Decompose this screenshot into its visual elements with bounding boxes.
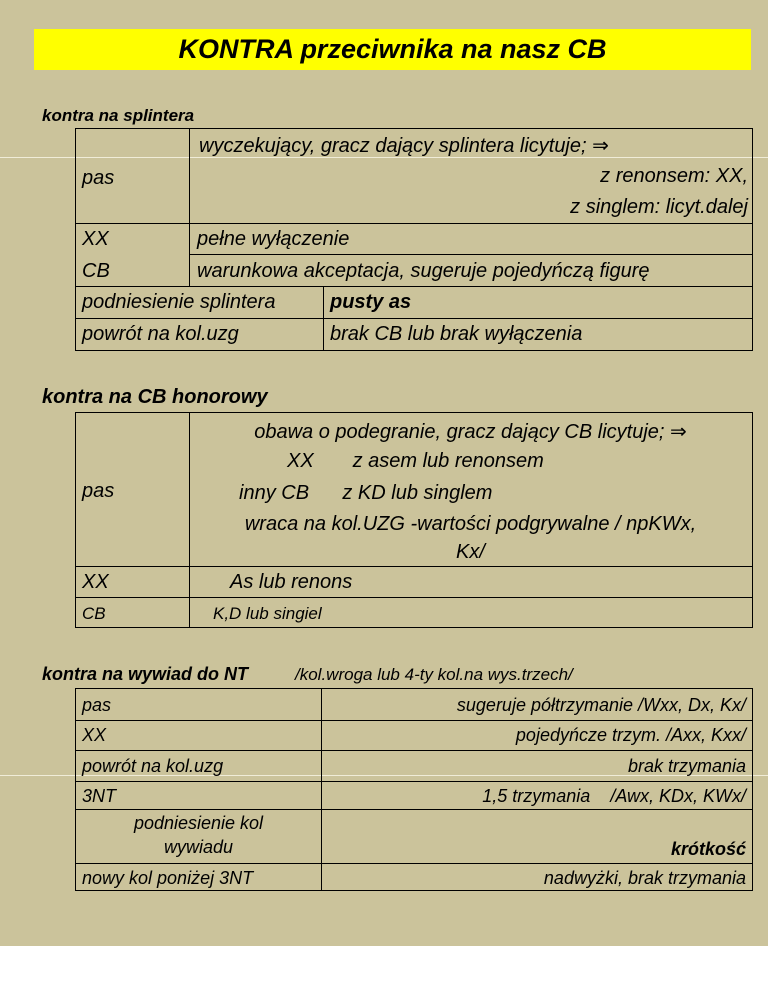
cell-left: pas bbox=[82, 695, 112, 715]
cell-pas: pas bbox=[82, 167, 115, 189]
cell-text: warunkowa akceptacja, sugeruje pojedyńczą figurę bbox=[197, 260, 650, 282]
section-heading-cb-honorowy: kontra na CB honorowy bbox=[42, 386, 268, 408]
cell-xx: XX bbox=[82, 571, 109, 593]
cell-xx: XX bbox=[82, 228, 109, 250]
cell-text: XX z asem lub renonsem bbox=[287, 450, 544, 472]
cell-right: nadwyżki, brak trzymania bbox=[543, 868, 746, 888]
cell-text: obawa o podegranie, gracz dający CB licytuje; ⇒ bbox=[254, 421, 687, 443]
cell-right: krótkość bbox=[670, 839, 746, 859]
cell-right: 1,5 trzymania /Awx, KDx, KWx/ bbox=[482, 786, 746, 806]
cell-cb: CB bbox=[82, 260, 110, 282]
cell-right: pojedyńcze trzym. /Axx, Kxx/ bbox=[515, 725, 746, 745]
section-heading-splinter: kontra na splintera bbox=[42, 106, 195, 125]
cell-left: wywiadu bbox=[163, 837, 234, 857]
cell-text: powrót na kol.uzg bbox=[82, 323, 239, 345]
cell-text: brak CB lub brak wyłączenia bbox=[330, 323, 583, 345]
cell-text: Kx/ bbox=[456, 541, 485, 563]
section-note: /kol.wroga lub 4-ty kol.na wys.trzech/ bbox=[295, 665, 573, 684]
page-title: KONTRA przeciwnika na nasz CB bbox=[34, 29, 751, 70]
cell-left: XX bbox=[82, 725, 107, 745]
cell-left: powrót na kol.uzg bbox=[82, 756, 224, 776]
section-heading-wywiad-nt: kontra na wywiad do NT bbox=[42, 664, 249, 684]
cell-text: z renonsem: XX, bbox=[600, 165, 748, 187]
wywiad-nt-table bbox=[75, 688, 753, 891]
cell-text: podniesienie splintera bbox=[82, 291, 276, 313]
cell-text: pusty as bbox=[330, 291, 412, 313]
splinter-table bbox=[75, 128, 753, 351]
cell-left: nowy kol poniżej 3NT bbox=[82, 868, 254, 888]
cb-honorowy-table bbox=[75, 412, 753, 628]
cell-left: 3NT bbox=[82, 786, 117, 806]
cell-text: As lub renons bbox=[230, 571, 353, 593]
cell-pas: pas bbox=[82, 480, 115, 502]
cell-cb: CB bbox=[82, 604, 106, 623]
cell-left: podniesienie kol bbox=[133, 813, 264, 833]
cell-text: wyczekujący, gracz dający splintera licytuje; ⇒ bbox=[199, 135, 609, 157]
cell-right: brak trzymania bbox=[627, 756, 746, 776]
cell-text: wraca na kol.UZG -wartości podgrywalne / npKWx, bbox=[244, 513, 697, 535]
cell-text: z singlem: licyt.dalej bbox=[570, 196, 748, 218]
cell-right: sugeruje półtrzymanie /Wxx, Dx, Kx/ bbox=[456, 695, 746, 715]
cell-text: pełne wyłączenie bbox=[197, 228, 350, 250]
cell-text: K,D lub singiel bbox=[213, 604, 322, 623]
cell-text: inny CB z KD lub singlem bbox=[239, 482, 493, 504]
